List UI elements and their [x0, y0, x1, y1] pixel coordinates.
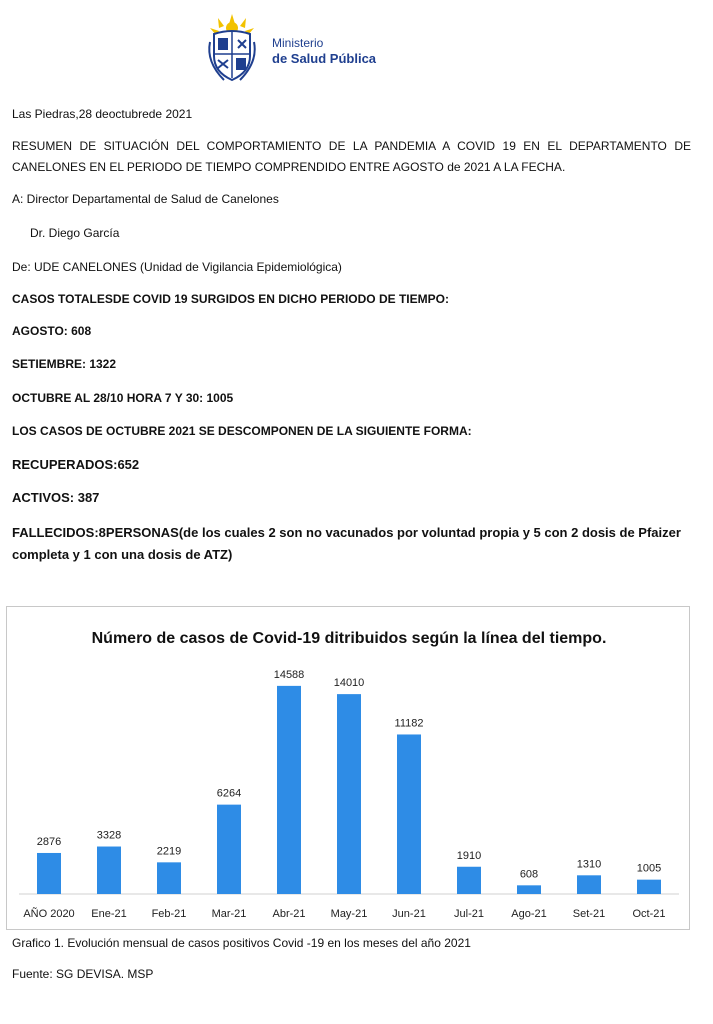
x-tick-label-2: Feb-21 [151, 908, 187, 920]
x-tick-label-10: Oct-21 [632, 908, 666, 920]
bar-5 [337, 694, 361, 894]
logo-line2: de Salud Pública [272, 51, 377, 66]
data-label-5: 14010 [333, 677, 365, 690]
deceased-detail: FALLECIDOS:8PERSONAS(de los cuales 2 son no vacunados por voluntad propia y 5 con 2 dosis de Pfaizer completa y 1 con una dosis de ATZ) [12, 525, 681, 562]
totals-heading: CASOS TOTALESDE COVID 19 SURGIDOS EN DICHO PERIODO DE TIEMPO: [12, 292, 449, 306]
chart-source: Fuente: SG DEVISA. MSP [12, 967, 154, 981]
data-label-8: 608 [519, 868, 539, 881]
bar-1 [97, 847, 121, 894]
x-tick-label-9: Set-21 [572, 908, 606, 920]
x-tick-label-0: AÑO 2020 [23, 908, 75, 920]
x-tick-label-1: Ene-21 [91, 908, 127, 920]
active-count: ACTIVOS: 387 [12, 490, 100, 505]
data-label-7: 1910 [456, 849, 482, 862]
x-tick-label-5: May-21 [330, 908, 368, 920]
addressee-name: Dr. Diego García [30, 226, 120, 240]
logo-line1: Ministerio [272, 36, 324, 50]
place-date: Las Piedras,28 deoctubrede 2021 [12, 107, 193, 121]
data-label-1: 3328 [96, 829, 122, 842]
data-label-3: 6264 [216, 787, 242, 800]
bar-2 [157, 862, 181, 894]
bar-4 [277, 686, 301, 894]
data-label-2: 2219 [156, 845, 182, 858]
cases-chart [6, 606, 690, 930]
data-label-4: 14588 [273, 668, 305, 681]
bar-chart-svg [7, 607, 691, 931]
x-tick-label-8: Ago-21 [511, 908, 547, 920]
bar-7 [457, 867, 481, 894]
bar-8 [517, 885, 541, 894]
data-label-10: 1005 [636, 862, 662, 875]
data-label-0: 2876 [36, 835, 62, 848]
bar-10 [637, 880, 661, 894]
x-tick-label-6: Jun-21 [392, 908, 426, 920]
x-tick-label-7: Jul-21 [454, 908, 484, 920]
coat-of-arms-icon [204, 12, 260, 84]
sender: De: UDE CANELONES (Unidad de Vigilancia Epidemiológica) [12, 260, 342, 274]
ministry-logo [204, 12, 384, 84]
data-label-6: 11182 [394, 717, 424, 730]
breakdown-heading: LOS CASOS DE OCTUBRE 2021 SE DESCOMPONEN DE LA SIGUIENTE FORMA: [12, 424, 472, 438]
subject: RESUMEN DE SITUACIÓN DEL COMPORTAMIENTO DE LA PANDEMIA A COVID 19 EN EL DEPARTAMENTO DE CANELONES EN EL PERIODO DE TIEMPO COMPRENDIDO ENTRE AGOSTO de 2021 A LA FECHA. [12, 139, 691, 174]
bar-6 [397, 734, 421, 894]
x-tick-label-3: Mar-21 [211, 908, 247, 920]
september-cases: SETIEMBRE: 1322 [12, 357, 117, 371]
chart-caption: Grafico 1. Evolución mensual de casos positivos Covid -19 en los meses del año 2021 [12, 936, 471, 950]
addressee: A: Director Departamental de Salud de Canelones [12, 192, 279, 206]
bar-9 [577, 875, 601, 894]
data-label-9: 1310 [576, 858, 602, 871]
october-cases: OCTUBRE AL 28/10 HORA 7 Y 30: 1005 [12, 391, 234, 405]
bar-3 [217, 805, 241, 894]
bar-0 [37, 853, 61, 894]
august-cases: AGOSTO: 608 [12, 324, 92, 338]
recovered-count: RECUPERADOS:652 [12, 457, 140, 472]
x-tick-label-4: Abr-21 [272, 908, 306, 920]
chart-title: Número de casos de Covid-19 ditribuidos según la línea del tiempo. [91, 630, 607, 647]
